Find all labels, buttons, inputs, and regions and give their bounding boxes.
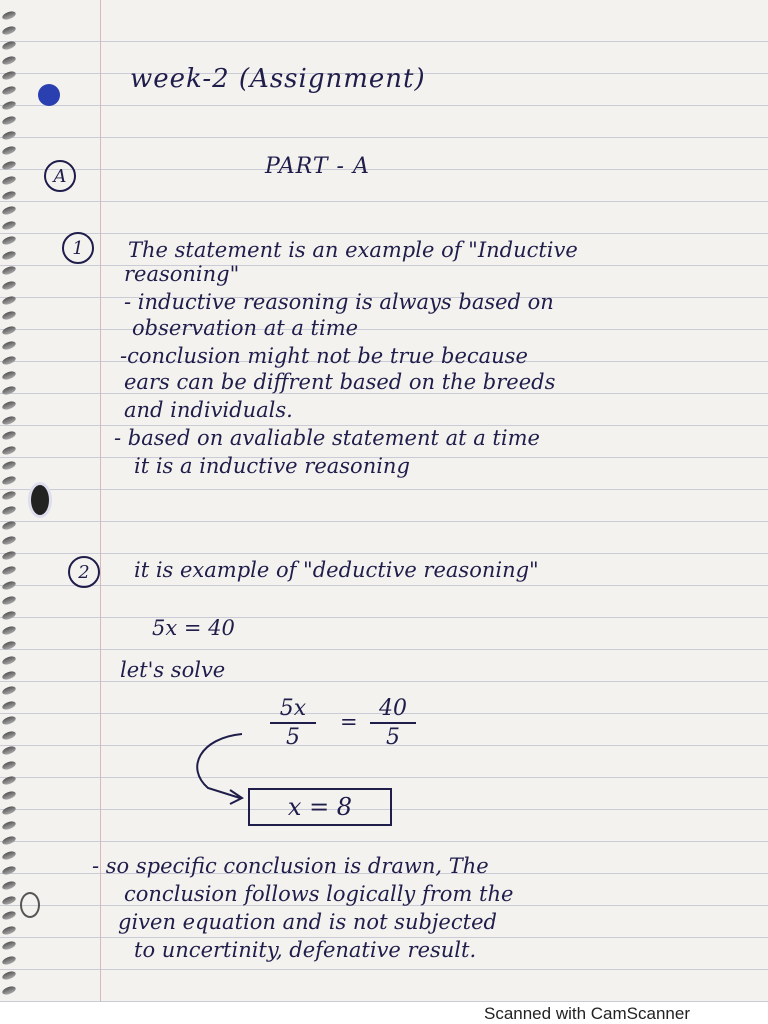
- spiral-coil: [1, 25, 17, 36]
- spiral-coil: [1, 595, 17, 606]
- spiral-coil: [1, 520, 17, 531]
- spiral-coil: [1, 970, 17, 981]
- spiral-coil: [1, 865, 17, 876]
- spiral-coil: [1, 850, 17, 861]
- answer1-line: - inductive reasoning is always based on: [124, 290, 554, 314]
- conclusion-line: - so specific conclusion is drawn, The: [92, 854, 489, 878]
- spiral-coil: [1, 295, 17, 306]
- spiral-coil: [1, 340, 17, 351]
- fraction-bar: [370, 722, 416, 724]
- section-marker: A: [44, 160, 76, 192]
- spiral-coil: [1, 355, 17, 366]
- fraction-bar: [270, 722, 316, 724]
- spiral-coil: [1, 805, 17, 816]
- spiral-coil: [1, 625, 17, 636]
- equals-sign: =: [340, 710, 358, 734]
- answer1-line: reasoning": [124, 262, 240, 286]
- fraction-right-denominator: 5: [386, 725, 400, 750]
- spiral-coil: [1, 820, 17, 831]
- spiral-coil: [1, 790, 17, 801]
- spiral-coil: [1, 700, 17, 711]
- spiral-coil: [1, 10, 17, 21]
- spiral-coil: [1, 610, 17, 621]
- spiral-coil: [1, 70, 17, 81]
- spiral-coil: [1, 145, 17, 156]
- spiral-coil: [1, 400, 17, 411]
- spiral-coil: [1, 925, 17, 936]
- spiral-coil: [1, 190, 17, 201]
- fraction-right: [370, 696, 416, 750]
- solve-label: let's solve: [120, 658, 226, 682]
- spiral-coil: [1, 505, 17, 516]
- answer1-line: -conclusion might not be true because: [120, 344, 528, 368]
- spiral-coil: [1, 730, 17, 741]
- spiral-coil: [1, 835, 17, 846]
- spiral-coil: [1, 640, 17, 651]
- spiral-coil: [1, 655, 17, 666]
- spiral-coil: [1, 385, 17, 396]
- spiral-coil: [1, 280, 17, 291]
- answer1-line: and individuals.: [124, 398, 293, 422]
- answer1-line: The statement is an example of "Inductive: [128, 238, 578, 262]
- page-title: week-2 (Assignment): [130, 64, 426, 94]
- conclusion-line: to uncertinity, defenative result.: [134, 938, 477, 962]
- spiral-coil: [1, 325, 17, 336]
- spiral-coil: [1, 265, 17, 276]
- margin-line: [100, 0, 101, 1002]
- spiral-coil: [1, 235, 17, 246]
- spiral-coil: [1, 100, 17, 111]
- answer1-line: - based on avaliable statement at a time: [114, 426, 540, 450]
- fraction-right-numerator: 40: [379, 696, 407, 721]
- scanner-watermark: Scanned with CamScanner: [483, 1004, 690, 1023]
- spiral-coil: [1, 310, 17, 321]
- answer1-line: observation at a time: [132, 316, 359, 340]
- spiral-coil: [1, 370, 17, 381]
- binder-hole: [38, 84, 60, 106]
- spiral-coil: [1, 535, 17, 546]
- spiral-coil: [1, 580, 17, 591]
- spiral-coil: [1, 745, 17, 756]
- conclusion-line: given equation and is not subjected: [118, 910, 497, 934]
- spiral-coil: [1, 55, 17, 66]
- spiral-coil: [1, 955, 17, 966]
- answer1-line: it is a inductive reasoning: [134, 454, 410, 478]
- part-heading: PART - A: [265, 154, 370, 179]
- spiral-coil: [1, 415, 17, 426]
- spiral-coil: [1, 475, 17, 486]
- spiral-coil: [1, 985, 17, 996]
- spiral-coil: [1, 685, 17, 696]
- answer1-number: 1: [62, 232, 94, 264]
- scanner-footer: [0, 1002, 768, 1024]
- fraction-left: [270, 696, 316, 750]
- equation: 5x = 40: [152, 616, 235, 640]
- spiral-coil: [1, 85, 17, 96]
- spiral-coil: [1, 40, 17, 51]
- binder-hole: [28, 482, 52, 518]
- spiral-coil: [1, 445, 17, 456]
- spiral-coil: [1, 460, 17, 471]
- spiral-coil: [1, 715, 17, 726]
- spiral-coil: [1, 130, 17, 141]
- spiral-coil: [1, 550, 17, 561]
- spiral-coil: [1, 160, 17, 171]
- spiral-coil: [1, 880, 17, 891]
- fraction-left-numerator: 5x: [279, 696, 307, 721]
- answer2-number: 2: [68, 556, 100, 588]
- spiral-coil: [1, 220, 17, 231]
- binder-hole: [20, 892, 40, 918]
- spiral-coil: [1, 250, 17, 261]
- spiral-coil: [1, 670, 17, 681]
- spiral-coil: [1, 205, 17, 216]
- spiral-coil: [1, 565, 17, 576]
- spiral-coil: [1, 115, 17, 126]
- spiral-binding: [0, 0, 22, 1002]
- result-box: x = 8: [248, 788, 392, 826]
- answer1-line: ears can be diffrent based on the breeds: [124, 370, 556, 394]
- spiral-coil: [1, 490, 17, 501]
- conclusion-line: conclusion follows logically from the: [124, 882, 514, 906]
- answer2-intro: it is example of "deductive reasoning": [134, 558, 539, 582]
- fraction-left-denominator: 5: [286, 725, 300, 750]
- spiral-coil: [1, 775, 17, 786]
- spiral-coil: [1, 760, 17, 771]
- spiral-coil: [1, 910, 17, 921]
- spiral-coil: [1, 175, 17, 186]
- spiral-coil: [1, 895, 17, 906]
- spiral-coil: [1, 430, 17, 441]
- spiral-coil: [1, 940, 17, 951]
